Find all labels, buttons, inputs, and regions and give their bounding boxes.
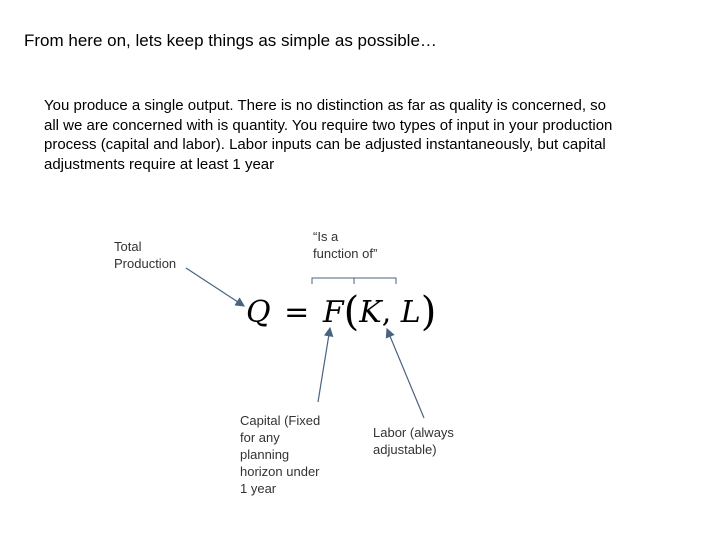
eq-output-q: Q [246,295,271,330]
paragraph-line: adjustments require at least 1 year [44,155,275,173]
paragraph-line: process (capital and labor). Labor inputs can be adjusted instantaneously, but capital [44,136,606,153]
capital-arrow [318,328,330,402]
eq-open-paren: ( [343,289,360,335]
function-of-label: “Is a function of” [313,229,378,261]
slide-title: From here on, lets keep things as simple as possible… [24,31,437,50]
labor-label: Labor (always adjustable) [373,425,454,457]
eq-capital-k: K [359,295,382,330]
eq-labor-l: L [400,295,421,330]
labor-arrow [387,329,424,418]
function-of-bracket [312,278,396,284]
eq-comma: , [381,295,392,330]
eq-close-paren: ) [420,289,437,335]
total-production-label: Total Production [114,239,177,271]
paragraph-line: all we are concerned with is quantity. You require two types of input in your production [44,116,613,134]
total-production-arrow [186,268,244,306]
paragraph-line: You produce a single output. There is no distinction as far as quality is concerned, so [44,97,607,114]
eq-function-f: F [322,295,344,330]
eq-equals: = [284,295,310,330]
capital-label: Capital (Fixed for any planning horizon under 1 year [240,413,321,496]
